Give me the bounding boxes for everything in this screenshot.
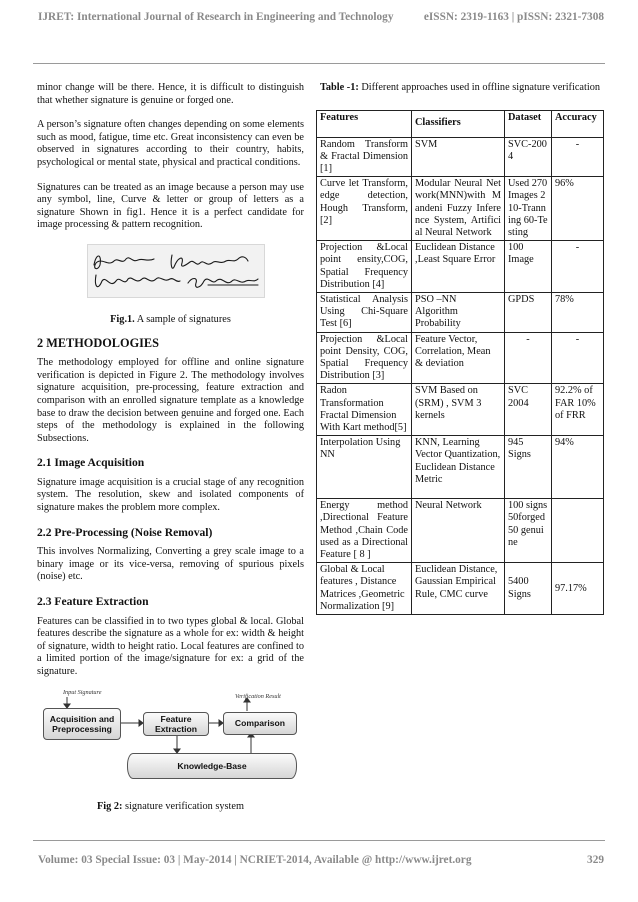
knowledge-base-box (127, 753, 297, 779)
header-features: Features (317, 110, 412, 137)
table-cell: Modular Neural Network(MNN)with Mandeni Fuzzy Inference System, Artificial Neural Network (412, 177, 505, 241)
verification-system-diagram (37, 687, 304, 795)
table-caption (314, 82, 606, 95)
table-cell: Euclidean Distance, Gaussian Empirical Rule, CMC curve (412, 563, 505, 615)
table-cell: SVC-2004 (505, 137, 552, 177)
table-cell: 100 signs 50forged 50 genuine (505, 499, 552, 563)
feature-extraction-label: Feature Extraction (154, 713, 198, 734)
header-classifiers: Classifiers (412, 110, 505, 137)
journal-name: IJRET: International Journal of Research in Engineering and Technology (38, 11, 394, 23)
feature-extraction-box (143, 712, 209, 736)
table-cell: 100 Image (505, 241, 552, 293)
table-cell: - (552, 241, 604, 293)
figure-1-text: A sample of signatures (134, 313, 231, 325)
table-row (317, 177, 604, 241)
table-cell: 96% (552, 177, 604, 241)
signature-samples-image (87, 244, 265, 298)
table-caption-text: Different approaches used in offline signature verification (358, 82, 601, 93)
footer-rule (33, 840, 605, 841)
paragraph: Signature image acquisition is a crucial stage of any recognition system. The resolution, skew and isolated components of signature makes the problem more complex. (37, 476, 304, 514)
subsection-heading: 2.3 Feature Extraction (37, 595, 149, 609)
acquisition-preprocessing-box (43, 708, 121, 740)
table-cell: Neural Network (412, 499, 505, 563)
table-cell: Global & Local features , Distance Matrices ,Geometric Normalization [9] (317, 563, 412, 615)
input-signature-label: Input Signature (63, 688, 102, 696)
table-cell: Euclidean Distance ,Least Square Error (412, 241, 505, 293)
table-row (317, 436, 604, 499)
header-dataset: Dataset (505, 110, 552, 137)
table-cell: SVM Based on (SRM) , SVM 3 kernels (412, 384, 505, 436)
table-cell: Random Transform & Fractal Dimension [1] (317, 137, 412, 177)
table-cell: 94% (552, 436, 604, 499)
header-accuracy: Accuracy (552, 110, 604, 137)
paragraph: Features can be classified in to two types global & local. Global features describe the signature as a whole for ex: width & height of signature, width to height ratio. Local features are confined to a limited portion of the image/signature for ex: a grid of the signature. (37, 615, 304, 677)
table-cell: KNN, Learning Vector Quantization, Euclidean Distance Metric (412, 436, 505, 499)
table-cell: 78% (552, 293, 604, 333)
table-cell: Projection &Local point Density, COG, Spatial Frequency Distribution [3] (317, 332, 412, 384)
table-row (317, 384, 604, 436)
table-cell: Interpolation Using NN (317, 436, 412, 499)
header-rule (33, 63, 605, 64)
table-cell: Feature Vector, Correlation, Mean & deviation (412, 332, 505, 384)
comparison-box (223, 712, 297, 735)
figure-2-text: signature verification system (122, 800, 244, 812)
paragraph: A person’s signature often changes depending on some elements such as mood, fatigue, time etc. Great inconsistency can even be observed in signatures according to their country, habits, psychological or mental state, physical and practical conditions. (37, 119, 304, 168)
table-cell (552, 499, 604, 563)
table-cell: Radon Transformation Fractal Dimension With Kart method[5] (317, 384, 412, 436)
paragraph: Signatures can be treated as an image because a person may use any symbol, line, Curve & letter or group of letters as a signature Shown in fig1. Hence it is a perfect candidate for image processing & pattern recognition. (37, 181, 304, 231)
table-cell: - (552, 137, 604, 177)
comparison-label: Comparison (234, 718, 286, 729)
issue-info: Volume: 03 Special Issue: 03 | May-2014 | NCRIET-2014, Available @ http://www.ijret.org (38, 854, 472, 866)
table-cell: 945 Signs (505, 436, 552, 499)
table-cell: Projection &Local point ensity,COG, Spatial Frequency Distribution [4] (317, 241, 412, 293)
table-cell: GPDS (505, 293, 552, 333)
section-heading: 2 METHODOLOGIES (37, 335, 159, 350)
figure-1-caption (37, 314, 304, 327)
paragraph: minor change will be there. Hence, it is difficult to distinguish that whether signature is genuine or forged one. (37, 82, 304, 106)
table-row (317, 241, 604, 293)
subsection-heading: 2.1 Image Acquisition (37, 456, 145, 470)
figure-1-label: Fig.1. (110, 313, 135, 325)
table-cell: SVM (412, 137, 505, 177)
running-footer (38, 854, 604, 866)
table-label: Table -1: (319, 82, 359, 93)
table-cell: PSO –NN Algorithm Probability (412, 293, 505, 333)
table-cell: - (505, 332, 552, 384)
knowledge-base-label: Knowledge-Base (177, 760, 247, 771)
table-cell: Statistical Analysis Using Chi-Square Test [6] (317, 293, 412, 333)
table-row (317, 332, 604, 384)
table-cell: Used 270 Images 210-Tranning 60-Testing (505, 177, 552, 241)
figure-2-caption (37, 801, 304, 814)
left-column (37, 82, 304, 813)
table-cell: - (552, 332, 604, 384)
table-header-row (317, 110, 604, 137)
table-cell: Energy method ,Directional Feature Method ,Chain Code used as a Directional Feature [ 8 ] (317, 499, 412, 563)
table-cell: Curve let Transform, edge detection, Hough Transform, [2] (317, 177, 412, 241)
paragraph: The methodology employed for offline and online signature verification is depicted in Figure 2. The methodology involves signature acquisition, pre-processing, feature extraction and comparison with an enrolled signature template as a knowledge base to draw the decision between genuine and forged one. Each steps of the methodology is explained in the following Subsections. (37, 357, 304, 444)
table-cell: 5400 Signs (505, 563, 552, 615)
paragraph: This involves Normalizing, Converting a grey scale image to a binary image or its vice-versa, removing of spurious pixels (noise) etc. (37, 546, 304, 583)
table-row (317, 499, 604, 563)
table-cell: 97.17% (552, 563, 604, 615)
table-row (317, 563, 604, 615)
approaches-table (316, 110, 604, 616)
running-header (38, 11, 604, 23)
subsection-heading: 2.2 Pre-Processing (Noise Removal) (37, 525, 213, 539)
table-row (317, 137, 604, 177)
acquisition-preprocessing-label: Acquisition and Preprocessing (49, 713, 115, 734)
table-cell: SVC 2004 (505, 384, 552, 436)
issn: eISSN: 2319-1163 | pISSN: 2321-7308 (423, 11, 604, 23)
table-cell: 92.2% of FAR 10% of FRR (552, 384, 604, 436)
table-row (317, 293, 604, 333)
handwritten-signatures (88, 245, 264, 297)
figure-2-label: Fig 2: (97, 800, 123, 812)
right-column (314, 82, 606, 615)
page-number: 329 (587, 854, 604, 866)
verification-result-label: Verification Result (235, 692, 281, 700)
